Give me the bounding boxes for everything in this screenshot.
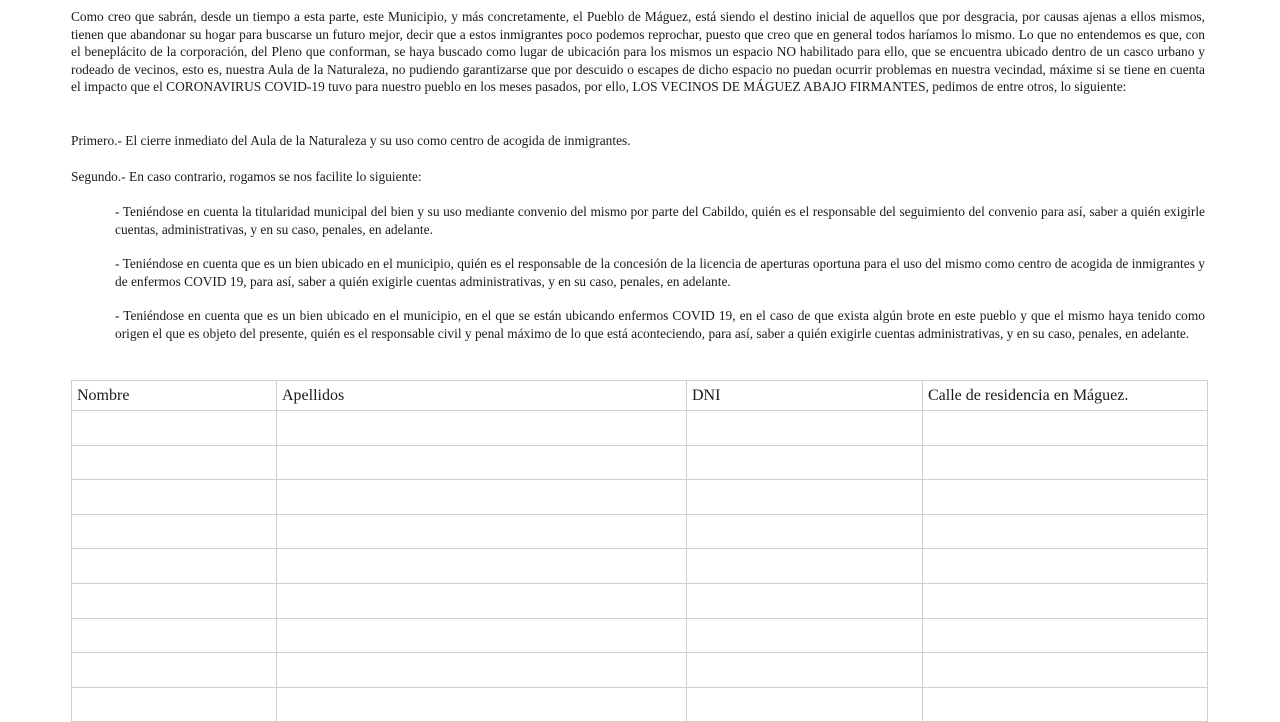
- table-cell[interactable]: [687, 653, 923, 688]
- table-cell[interactable]: [923, 618, 1208, 653]
- table-cell[interactable]: [923, 583, 1208, 618]
- table-row: [72, 549, 1208, 584]
- table-cell[interactable]: [687, 480, 923, 515]
- table-cell[interactable]: [277, 480, 687, 515]
- table-cell[interactable]: [687, 411, 923, 446]
- table-cell[interactable]: [72, 480, 277, 515]
- table-row: [72, 687, 1208, 722]
- intro-paragraph: Como creo que sabrán, desde un tiempo a esta parte, este Municipio, y más concretamente, el Pueblo de Máguez, está siendo el destino inicial de aquellos que por desgracia, por causas ajenas a ellos mismos, tienen que abandonar su hogar para buscarse un futuro mejor, decir que a estos inmigrantes poco podemos reprochar, puesto que creo que en general todos haríamos lo mismo. Lo que no entendemos es que, con el beneplácito de la corporación, del Pleno que conforman, se haya buscado como lugar de ubicación para los mismos un espacio NO habilitado para ello, que se encuentra ubicado dentro de un casco urbano y rodeado de vecinos, esto es, nuestra Aula de la Naturaleza, no pudiendo garantizarse que por descuido o escapes de dicho espacio no puedan ocurrir problemas en nuestra vecindad, máxime si se tiene en cuenta el impacto que el CORONAVIRUS COVID-19 tuvo para nuestro pueblo en los meses pasados, por ello, LOS VECINOS DE MÁGUEZ ABAJO FIRMANTES, pedimos de entre otros, lo siguiente:: [71, 9, 1205, 95]
- table-row: [72, 445, 1208, 480]
- table-cell[interactable]: [923, 653, 1208, 688]
- document-body: [71, 8, 1205, 341]
- table-cell[interactable]: [923, 514, 1208, 549]
- table-row: [72, 411, 1208, 446]
- table-row: [72, 583, 1208, 618]
- table-cell[interactable]: [923, 549, 1208, 584]
- table-cell[interactable]: [72, 514, 277, 549]
- table-cell[interactable]: [923, 687, 1208, 722]
- signature-table: [71, 380, 1208, 722]
- table-cell[interactable]: [72, 618, 277, 653]
- table-cell[interactable]: [687, 618, 923, 653]
- table-row: [72, 514, 1208, 549]
- header-nombre: Nombre: [72, 381, 277, 411]
- table-cell[interactable]: [72, 445, 277, 480]
- header-apellidos: Apellidos: [277, 381, 687, 411]
- header-calle: Calle de residencia en Máguez.: [923, 381, 1208, 411]
- table-cell[interactable]: [277, 583, 687, 618]
- table-cell[interactable]: [277, 653, 687, 688]
- signature-rows: [72, 411, 1208, 722]
- bullet-item-2: - Teniéndose en cuenta que es un bien ubicado en el municipio, quién es el responsable de la concesión de la licencia de aperturas oportuna para el uso del mismo como centro de acogida de inmigrantes y de enfermos COVID 19, para así, saber a quién exigirle cuentas administrativas, y en su caso, penales, en adelante.: [115, 256, 1205, 289]
- table-cell[interactable]: [687, 583, 923, 618]
- table-cell[interactable]: [687, 514, 923, 549]
- table-cell[interactable]: [277, 411, 687, 446]
- bullet-item-3: - Teniéndose en cuenta que es un bien ubicado en el municipio, en el que se están ubicando enfermos COVID 19, en el caso de que exista algún brote en este pueblo y que el mismo haya tenido como origen el que es objeto del presente, quién es el responsable civil y penal máximo de lo que está aconteciendo, para así, saber a quién exigirle cuentas administrativas, y en su caso, penales, en adelante.: [115, 308, 1205, 341]
- table-row: [72, 480, 1208, 515]
- table-cell[interactable]: [923, 445, 1208, 480]
- table-cell[interactable]: [277, 445, 687, 480]
- table-cell[interactable]: [923, 480, 1208, 515]
- table-header-row: [72, 381, 1208, 411]
- table-cell[interactable]: [687, 549, 923, 584]
- request-segundo: Segundo.- En caso contrario, rogamos se nos facilite lo siguiente:: [71, 169, 422, 184]
- bullet-item-1: - Teniéndose en cuenta la titularidad municipal del bien y su uso mediante convenio del mismo por parte del Cabildo, quién es el responsable del seguimiento del convenio para así, saber a quién exigirle cuentas, administrativas, y en su caso, penales, en adelante.: [115, 204, 1205, 237]
- table-cell[interactable]: [277, 618, 687, 653]
- table-cell[interactable]: [277, 549, 687, 584]
- table-cell[interactable]: [687, 445, 923, 480]
- table-cell[interactable]: [72, 687, 277, 722]
- table-row: [72, 618, 1208, 653]
- table-cell[interactable]: [72, 549, 277, 584]
- table-cell[interactable]: [687, 687, 923, 722]
- table-cell[interactable]: [277, 514, 687, 549]
- table-cell[interactable]: [72, 653, 277, 688]
- header-dni: DNI: [687, 381, 923, 411]
- request-primero: Primero.- El cierre inmediato del Aula de la Naturaleza y su uso como centro de acogida de inmigrantes.: [71, 133, 631, 148]
- table-cell[interactable]: [72, 583, 277, 618]
- table-row: [72, 653, 1208, 688]
- table-cell[interactable]: [923, 411, 1208, 446]
- table-cell[interactable]: [72, 411, 277, 446]
- table-cell[interactable]: [277, 687, 687, 722]
